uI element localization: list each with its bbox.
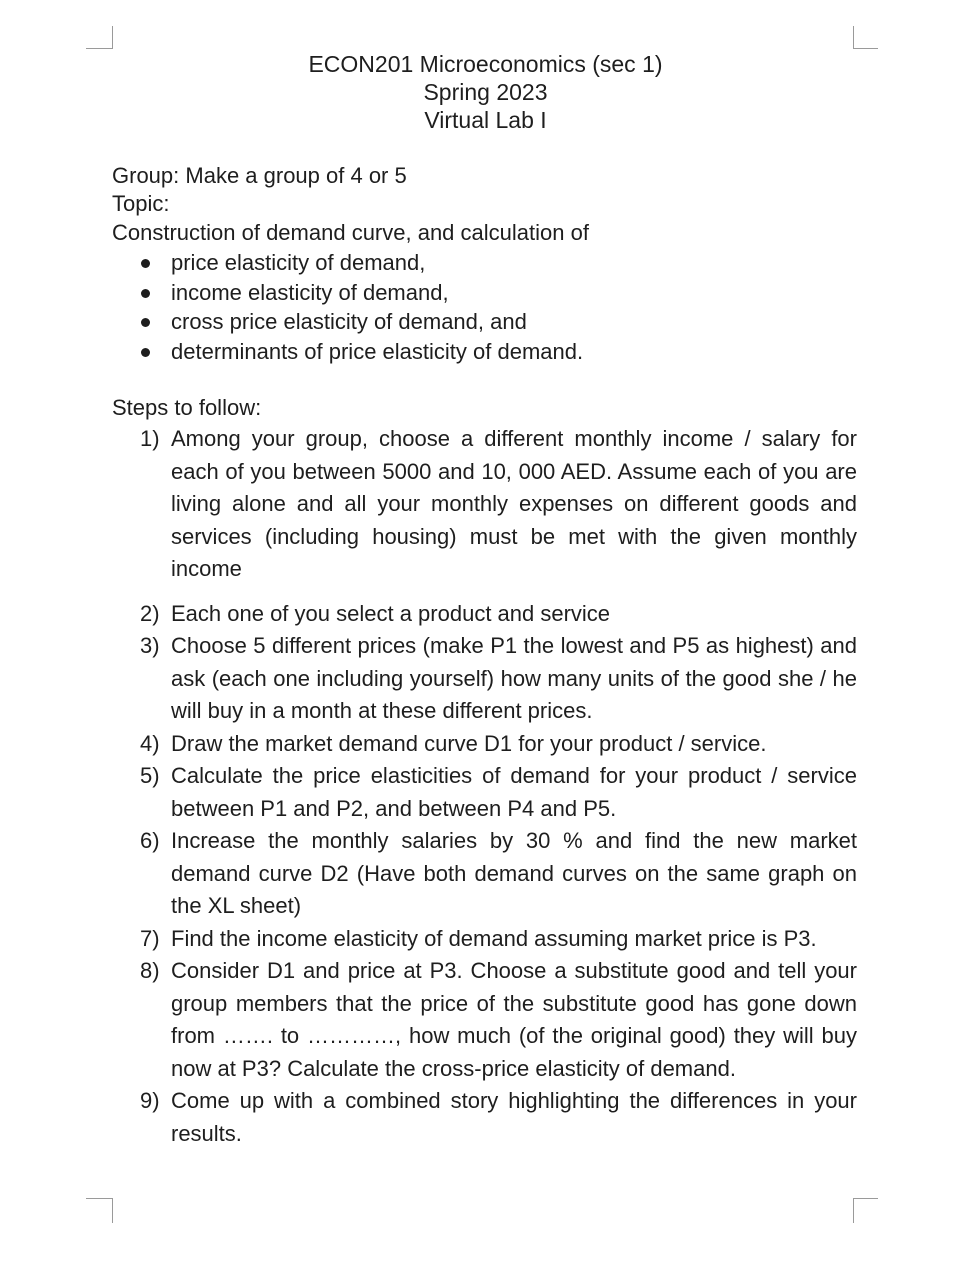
crop-mark-top-left xyxy=(86,26,113,49)
step-item: 7) Find the income elasticity of demand assuming market price is P3. xyxy=(140,925,817,951)
bullet-dot-icon xyxy=(141,289,150,298)
topic-bullet-list xyxy=(112,248,857,366)
step-item: 1) Among your group, choose a different monthly income / salary for each of you between 5000 and 10, 000 AED. Assume each of you are living alone and all your monthly expenses on different goods and services (including housing) must be met with the given monthly income xyxy=(140,426,857,581)
document-body xyxy=(112,162,857,1150)
steps-heading: Steps to follow: xyxy=(112,395,262,420)
crop-mark-top-right xyxy=(853,26,878,49)
step-item: 6) Increase the monthly salaries by 30 % and find the new market demand curve D2 (Have both demand curves on the same graph on the XL sheet) xyxy=(140,828,857,918)
crop-mark-bottom-left xyxy=(86,1198,113,1223)
bullet-dot-icon xyxy=(141,348,150,357)
crop-mark-bottom-right xyxy=(853,1198,878,1223)
term: Spring 2023 xyxy=(423,79,548,105)
topic-bullet: price elasticity of demand, xyxy=(141,248,857,278)
step-item: 3) Choose 5 different prices (make P1 the lowest and P5 as highest) and ask (each one including yourself) how many units of the good she / he will buy in a month at these different prices. xyxy=(140,633,857,723)
step-item: 8) Consider D1 and price at P3. Choose a substitute good and tell your group members that the price of the substitute good has gone down from ……. to …………, how much (of the original good) they will buy now at P3? Calculate the cross-price elasticity of demand. xyxy=(140,958,857,1081)
bullet-dot-icon xyxy=(141,259,150,268)
step-item: 9) Come up with a combined story highlighting the differences in your results. xyxy=(140,1088,857,1146)
steps-list xyxy=(112,423,857,1150)
document-header xyxy=(0,50,971,134)
step-item: 2) Each one of you select a product and service xyxy=(140,600,611,626)
topic-label: Topic: xyxy=(112,191,170,216)
lab-title: Virtual Lab I xyxy=(424,107,547,133)
bullet-dot-icon xyxy=(141,318,150,327)
step-item: 4) Draw the market demand curve D1 for your product / service. xyxy=(140,730,767,756)
step-item: 5) Calculate the price elasticities of demand for your product / service between P1 and P2, and between P4 and P5. xyxy=(140,763,857,821)
topic-bullet: cross price elasticity of demand, and xyxy=(141,307,857,337)
course-title: ECON201 Microeconomics (sec 1) xyxy=(308,51,663,77)
group-label: Group: xyxy=(112,163,180,188)
topic-bullet: income elasticity of demand, xyxy=(141,278,857,308)
topic-text: Construction of demand curve, and calculation of xyxy=(112,220,589,245)
group-text: Make a group of 4 or 5 xyxy=(179,163,407,188)
group-line xyxy=(112,162,857,190)
topic-bullet: determinants of price elasticity of demand. xyxy=(141,337,857,367)
